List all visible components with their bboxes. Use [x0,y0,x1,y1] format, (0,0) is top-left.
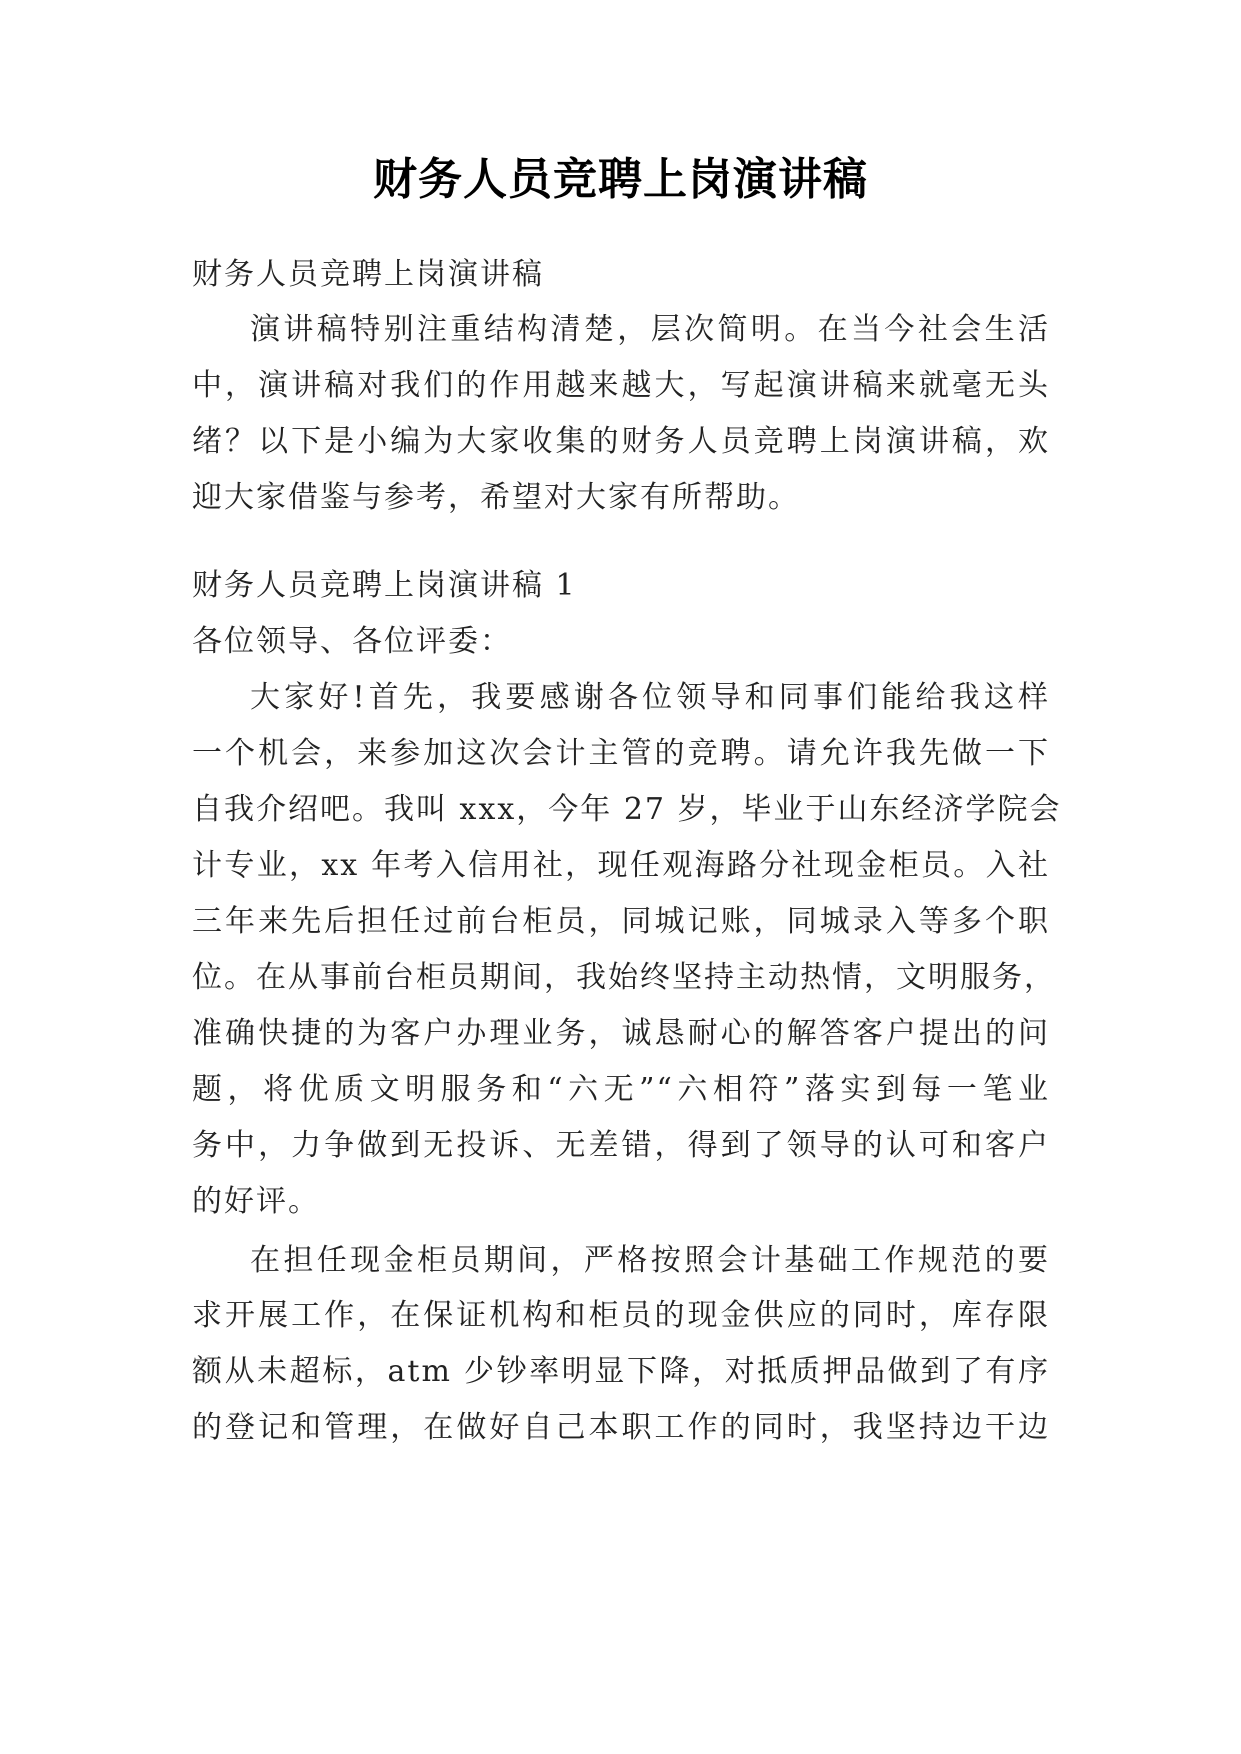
text-line: 财务人员竞聘上岗演讲稿 1 [192,568,577,603]
text-line: 求开展工作，在保证机构和柜员的现金供应的同时，库存限 [192,1298,1050,1333]
text-line: 的好评。 [192,1184,320,1219]
text-line: 准确快捷的为客户办理业务，诚恳耐心的解答客户提出的问 [192,1016,1050,1051]
text-line: 务中，力争做到无投诉、无差错，得到了领导的认可和客户 [192,1128,1050,1163]
text-line: 题，将优质文明服务和“六无”“六相符”落实到每一笔业 [192,1072,1050,1107]
document-title: 财务人员竞聘上岗演讲稿 [373,154,868,205]
text-line: 自我介绍吧。我叫 xxx，今年 27 岁，毕业于山东经济学院会 [192,792,1062,827]
text-line: 三年来先后担任过前台柜员，同城记账，同城录入等多个职 [192,904,1050,939]
text-line: 中，演讲稿对我们的作用越来越大，写起演讲稿来就毫无头 [192,368,1050,403]
text-line: 一个机会，来参加这次会计主管的竞聘。请允许我先做一下 [192,736,1050,771]
text-line: 财务人员竞聘上岗演讲稿 [192,257,544,292]
text-line: 位。在从事前台柜员期间，我始终坚持主动热情，文明服务， [192,960,1056,995]
text-line: 在担任现金柜员期间，严格按照会计基础工作规范的要 [250,1243,1050,1278]
text-line: 各位领导、各位评委： [192,624,512,659]
text-line: 额从未超标，atm 少钞率明显下降，对抵质押品做到了有序 [192,1354,1050,1389]
text-line: 大家好!首先，我要感谢各位领导和同事们能给我这样 [250,680,1050,715]
text-line: 的登记和管理，在做好自己本职工作的同时，我坚持边干边 [192,1410,1050,1445]
text-line: 迎大家借鉴与参考，希望对大家有所帮助。 [192,480,800,515]
text-line: 绪？以下是小编为大家收集的财务人员竞聘上岗演讲稿，欢 [192,424,1050,459]
text-line: 计专业，xx 年考入信用社，现任观海路分社现金柜员。入社 [192,848,1050,883]
text-line: 演讲稿特别注重结构清楚，层次简明。在当今社会生活 [250,312,1050,347]
